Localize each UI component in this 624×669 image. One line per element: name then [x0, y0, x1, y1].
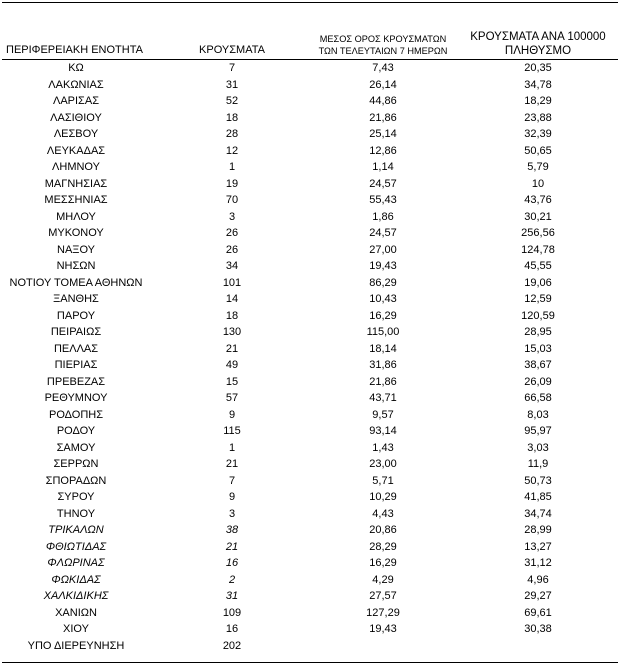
table-row [0, 572, 624, 589]
cases-cell: 1 [228, 441, 236, 454]
region-cell: ΠΙΕΡΙΑΣ [54, 359, 98, 371]
cases-cell: 101 [222, 276, 242, 289]
table-bottom-rule [2, 662, 618, 663]
header-per-line2: ΠΛΗΘΥΣΜΟ [504, 45, 572, 57]
avg-cell: 9,57 [372, 408, 394, 421]
avg-cell: 18,14 [369, 342, 397, 355]
per-100000-cell: 10 [531, 177, 545, 190]
cases-cell: 70 [225, 194, 239, 206]
avg-cell: 31,86 [369, 359, 397, 371]
avg-cell: 115,00 [366, 326, 400, 338]
region-cell: ΛΑΡΙΣΑΣ [52, 95, 99, 107]
per-100000-cell: 38,67 [524, 359, 552, 371]
per-100000-cell: 11,9 [527, 458, 549, 470]
avg-cell: 20,86 [369, 524, 397, 536]
table-row [0, 126, 624, 143]
region-cell: ΡΕΘΥΜΝΟΥ [44, 392, 108, 404]
per-100000-cell: 95,97 [524, 425, 552, 437]
table-row [0, 456, 624, 473]
table-row [0, 275, 624, 292]
avg-cell: 4,29 [372, 573, 394, 586]
table-row [0, 159, 624, 176]
per-100000-cell: 12,59 [524, 293, 552, 305]
table-row [0, 621, 624, 638]
per-100000-cell: 34,78 [524, 78, 552, 91]
avg-cell: 19,43 [369, 260, 397, 272]
avg-cell: 24,57 [369, 177, 397, 190]
avg-cell: 24,57 [369, 227, 397, 239]
cases-cell: 2 [228, 573, 236, 586]
per-100000-cell: 124,78 [521, 243, 555, 256]
per-100000-cell: 256,56 [521, 227, 555, 239]
region-cell: ΛΑΣΙΘΙΟΥ [50, 111, 102, 124]
cases-cell: 3 [228, 210, 236, 223]
cases-cell: 16 [225, 557, 239, 569]
cases-cell: 34 [225, 260, 239, 272]
cases-cell: 130 [222, 326, 242, 338]
avg-cell: 1,14 [372, 161, 394, 173]
cases-cell: 38 [225, 524, 239, 536]
cases-cell: 21 [225, 540, 239, 553]
cases-cell: 15 [225, 375, 239, 388]
per-100000-cell: 32,39 [524, 128, 552, 140]
region-cell: ΧΑΛΚΙΔΙΚΗΣ [43, 590, 109, 602]
region-cell: ΣΠΟΡΑΔΩΝ [45, 474, 107, 487]
table-row [0, 423, 624, 440]
cases-cell: 202 [222, 639, 242, 652]
region-cell: ΦΩΚΙΔΑΣ [51, 573, 101, 586]
region-cell: ΜΥΚΟΝΟΥ [48, 227, 104, 239]
avg-cell: 7,43 [372, 62, 394, 74]
cases-cell: 31 [225, 590, 239, 602]
per-100000-cell: 41,85 [524, 491, 552, 503]
per-100000-cell: 30,21 [524, 210, 552, 223]
cases-cell: 7 [228, 62, 236, 74]
avg-cell: 44,86 [369, 95, 397, 107]
per-100000-cell: 18,29 [524, 95, 552, 107]
region-cell: ΝΑΞΟΥ [57, 243, 95, 256]
table-row [0, 473, 624, 490]
avg-cell: 16,29 [369, 309, 397, 322]
per-100000-cell: 19,06 [524, 276, 552, 289]
region-cell: ΝΗΣΩΝ [56, 260, 96, 272]
region-cell: ΞΑΝΘΗΣ [53, 293, 99, 305]
region-cell: ΦΘΙΩΤΙΔΑΣ [45, 540, 107, 553]
avg-cell: 27,57 [369, 590, 397, 602]
table-row [0, 110, 624, 127]
avg-cell: 28,29 [369, 540, 397, 553]
header-cases: ΚΡΟΥΣΜΑΤΑ [199, 44, 265, 56]
cases-cell: 109 [222, 606, 242, 619]
table-row [0, 489, 624, 506]
per-100000-cell: 50,65 [524, 144, 552, 157]
cases-cell: 21 [225, 342, 239, 355]
header-per-line1: ΚΡΟΥΣΜΑΤΑ ΑΝΑ 100000 [470, 31, 606, 43]
avg-cell: 10,43 [369, 293, 397, 305]
per-100000-cell: 4,96 [527, 573, 549, 586]
cases-cell: 49 [225, 359, 239, 371]
region-cell: ΣΕΡΡΩΝ [53, 458, 99, 470]
cases-cell: 1 [228, 161, 236, 173]
region-cell: ΜΗΛΟΥ [56, 210, 96, 223]
region-cell: ΛΗΜΝΟΥ [52, 161, 100, 173]
cases-cell: 26 [225, 243, 239, 256]
cases-cell: 16 [225, 623, 239, 635]
table-row [0, 308, 624, 325]
table-row [0, 539, 624, 556]
region-cell: ΜΕΣΣΗΝΙΑΣ [44, 194, 108, 206]
table-row [0, 209, 624, 226]
table-row [0, 242, 624, 259]
header-avg-line2: ΤΩΝ ΤΕΛΕΥΤΑΙΩΝ 7 ΗΜΕΡΩΝ [318, 46, 448, 56]
table-row [0, 506, 624, 523]
table-row [0, 176, 624, 193]
region-cell: ΠΕΙΡΑΙΩΣ [50, 326, 102, 338]
per-100000-cell: 23,88 [524, 111, 552, 124]
avg-cell: 23,00 [369, 458, 397, 470]
table-row [0, 588, 624, 605]
avg-cell: 5,71 [372, 474, 394, 487]
region-cell: ΠΕΛΛΑΣ [53, 342, 99, 355]
region-cell: ΚΩ [68, 62, 84, 74]
region-cell: ΠΑΡΟΥ [56, 309, 96, 322]
cases-cell: 9 [228, 491, 236, 503]
per-100000-cell: 29,27 [524, 590, 552, 602]
per-100000-cell: 45,55 [524, 260, 552, 272]
per-100000-cell: 69,61 [524, 606, 552, 619]
cases-cell: 18 [225, 111, 239, 124]
table-row [0, 390, 624, 407]
per-100000-cell: 3,03 [527, 441, 549, 454]
cases-cell: 26 [225, 227, 239, 239]
avg-cell: 26,14 [369, 78, 397, 91]
table-row [0, 522, 624, 539]
per-100000-cell: 34,74 [524, 507, 552, 520]
per-100000-cell: 43,76 [524, 194, 552, 206]
cases-cell: 21 [225, 458, 239, 470]
cases-cell: 31 [225, 78, 239, 91]
table-row [0, 77, 624, 94]
cases-cell: 28 [225, 128, 239, 140]
table-row [0, 225, 624, 242]
table-row [0, 324, 624, 341]
region-cell: ΠΡΕΒΕΖΑΣ [46, 375, 106, 388]
per-100000-cell: 28,95 [524, 326, 552, 338]
per-100000-cell: 31,12 [524, 557, 552, 569]
avg-cell: 127,29 [366, 606, 400, 619]
table-row [0, 258, 624, 275]
region-cell: ΧΙΟΥ [63, 623, 89, 635]
table-row [0, 192, 624, 209]
table-body [0, 60, 624, 654]
table-row [0, 638, 624, 655]
avg-cell: 12,86 [369, 144, 397, 157]
per-100000-cell: 30,38 [524, 623, 552, 635]
region-cell: ΛΕΣΒΟΥ [53, 128, 99, 140]
avg-cell: 27,00 [369, 243, 397, 256]
cases-cell: 115 [223, 425, 241, 437]
table-row [0, 93, 624, 110]
table-row [0, 374, 624, 391]
region-cell: ΛΑΚΩΝΙΑΣ [48, 78, 104, 91]
per-100000-cell: 15,03 [524, 342, 552, 355]
cases-cell: 12 [225, 144, 239, 157]
avg-cell: 55,43 [369, 194, 397, 206]
avg-cell: 1,43 [372, 441, 394, 454]
region-cell: ΝΟΤΙΟΥ ΤΟΜΕΑ ΑΘΗΝΩΝ [9, 276, 143, 289]
table-top-rule [2, 2, 618, 3]
avg-cell: 21,86 [369, 111, 397, 124]
region-cell: ΣΥΡΟΥ [57, 491, 95, 503]
cases-cell: 14 [225, 293, 239, 305]
table-row [0, 440, 624, 457]
header-avg [308, 33, 458, 57]
table-row [0, 143, 624, 160]
region-cell: ΛΕΥΚΑΔΑΣ [46, 144, 106, 157]
per-100000-cell: 5,79 [527, 161, 549, 173]
avg-cell: 10,29 [369, 491, 397, 503]
avg-cell: 19,43 [369, 623, 397, 635]
cases-cell: 9 [228, 408, 236, 421]
avg-cell: 93,14 [369, 425, 397, 437]
per-100000-cell: 8,03 [527, 408, 549, 421]
table-row [0, 407, 624, 424]
per-100000-cell: 120,59 [521, 309, 555, 322]
cases-cell: 19 [225, 177, 239, 190]
per-100000-cell: 66,58 [524, 392, 552, 404]
table-row [0, 291, 624, 308]
table-row [0, 60, 624, 77]
avg-cell: 16,29 [369, 557, 397, 569]
header-region: ΠΕΡΙΦΕΡΕΙΑΚΗ ΕΝΟΤΗΤΑ [6, 44, 143, 56]
region-cell: ΡΟΔΟΠΗΣ [48, 408, 104, 421]
per-100000-cell: 13,27 [524, 540, 552, 553]
table-row [0, 357, 624, 374]
per-100000-cell: 28,99 [524, 524, 552, 536]
table-row [0, 341, 624, 358]
cases-cell: 57 [225, 392, 239, 404]
avg-cell: 21,86 [369, 375, 397, 388]
header-avg-line1: ΜΕΣΟΣ ΟΡΟΣ ΚΡΟΥΣΜΑΤΩΝ [319, 34, 447, 44]
table-row [0, 555, 624, 572]
avg-cell: 86,29 [369, 276, 397, 289]
region-cell: ΤΗΝΟΥ [56, 507, 96, 520]
table-row [0, 605, 624, 622]
avg-cell: 25,14 [369, 128, 397, 140]
region-cell: ΜΑΓΝΗΣΙΑΣ [44, 177, 108, 190]
region-cell: ΣΑΜΟΥ [56, 441, 96, 454]
avg-cell: 1,86 [372, 210, 394, 223]
header-per-100000 [458, 30, 618, 58]
region-cell: ΤΡΙΚΑΛΩΝ [48, 524, 104, 536]
region-cell: ΡΟΔΟΥ [56, 425, 96, 437]
per-100000-cell: 20,35 [524, 62, 552, 74]
avg-cell: 43,71 [369, 392, 397, 404]
cases-cell: 7 [228, 474, 236, 487]
region-cell: ΧΑΝΙΩΝ [55, 606, 97, 619]
region-cell: ΦΛΩΡΙΝΑΣ [47, 557, 105, 569]
region-cell: ΥΠΟ ΔΙΕΡΕΥΝΗΣΗ [27, 639, 125, 652]
cases-cell: 3 [228, 507, 236, 520]
per-100000-cell: 26,09 [524, 375, 552, 388]
avg-cell: 4,43 [372, 507, 394, 520]
cases-cell: 52 [225, 95, 239, 107]
cases-cell: 18 [225, 309, 239, 322]
per-100000-cell: 50,73 [524, 474, 552, 487]
